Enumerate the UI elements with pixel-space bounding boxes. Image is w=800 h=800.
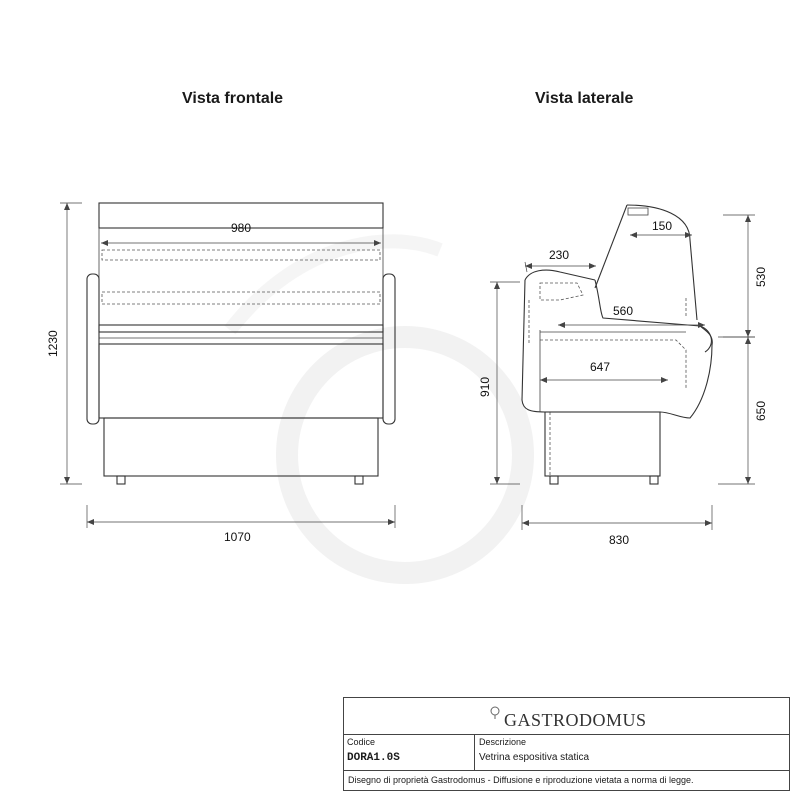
dim-label-side-shelf: 230 <box>549 248 570 262</box>
dim-label-side-counter: 910 <box>478 376 492 397</box>
dim-label-side-lower: 650 <box>754 400 768 421</box>
dim-label-side-base: 647 <box>590 360 611 374</box>
dim-side-total-depth <box>522 505 712 530</box>
dim-side-lower-height <box>718 337 755 484</box>
side-view-drawing <box>522 205 712 484</box>
dim-label-front-height: 1230 <box>46 330 60 357</box>
dim-front-total-height <box>60 203 82 484</box>
description-label: Descrizione <box>479 737 527 747</box>
dim-label-front-total: 1070 <box>224 530 251 544</box>
dim-label-side-top: 150 <box>652 219 673 233</box>
code-cell <box>344 734 475 770</box>
dim-label-front-inner: 980 <box>231 221 252 235</box>
dim-label-side-upper: 530 <box>754 266 768 287</box>
watermark-logo <box>230 241 523 573</box>
dim-front-total-width <box>87 505 395 528</box>
title-block-info-row <box>344 734 789 771</box>
dim-side-base-depth <box>540 377 668 383</box>
code-label: Codice <box>347 737 376 747</box>
dim-side-upper-height <box>723 215 755 337</box>
side-view-title: Vista laterale <box>535 90 634 107</box>
brand-logo-icon <box>489 706 501 720</box>
brand-name: GASTRODOMUS <box>504 710 647 730</box>
dim-label-side-total: 830 <box>609 533 630 547</box>
description-value: Vetrina espositiva statica <box>479 752 590 763</box>
dim-side-display-depth <box>558 322 705 328</box>
code-value: DORA1.0S <box>347 752 400 764</box>
front-view-title: Vista frontale <box>182 90 284 107</box>
title-block-brand-row <box>344 698 789 735</box>
dim-label-side-display: 560 <box>613 304 634 318</box>
footer-notice: Disegno di proprietà Gastrodomus - Diffusione e riproduzione vietata a norma di legge. <box>348 775 694 785</box>
dim-side-shelf-depth <box>525 262 596 272</box>
title-block <box>343 697 790 791</box>
